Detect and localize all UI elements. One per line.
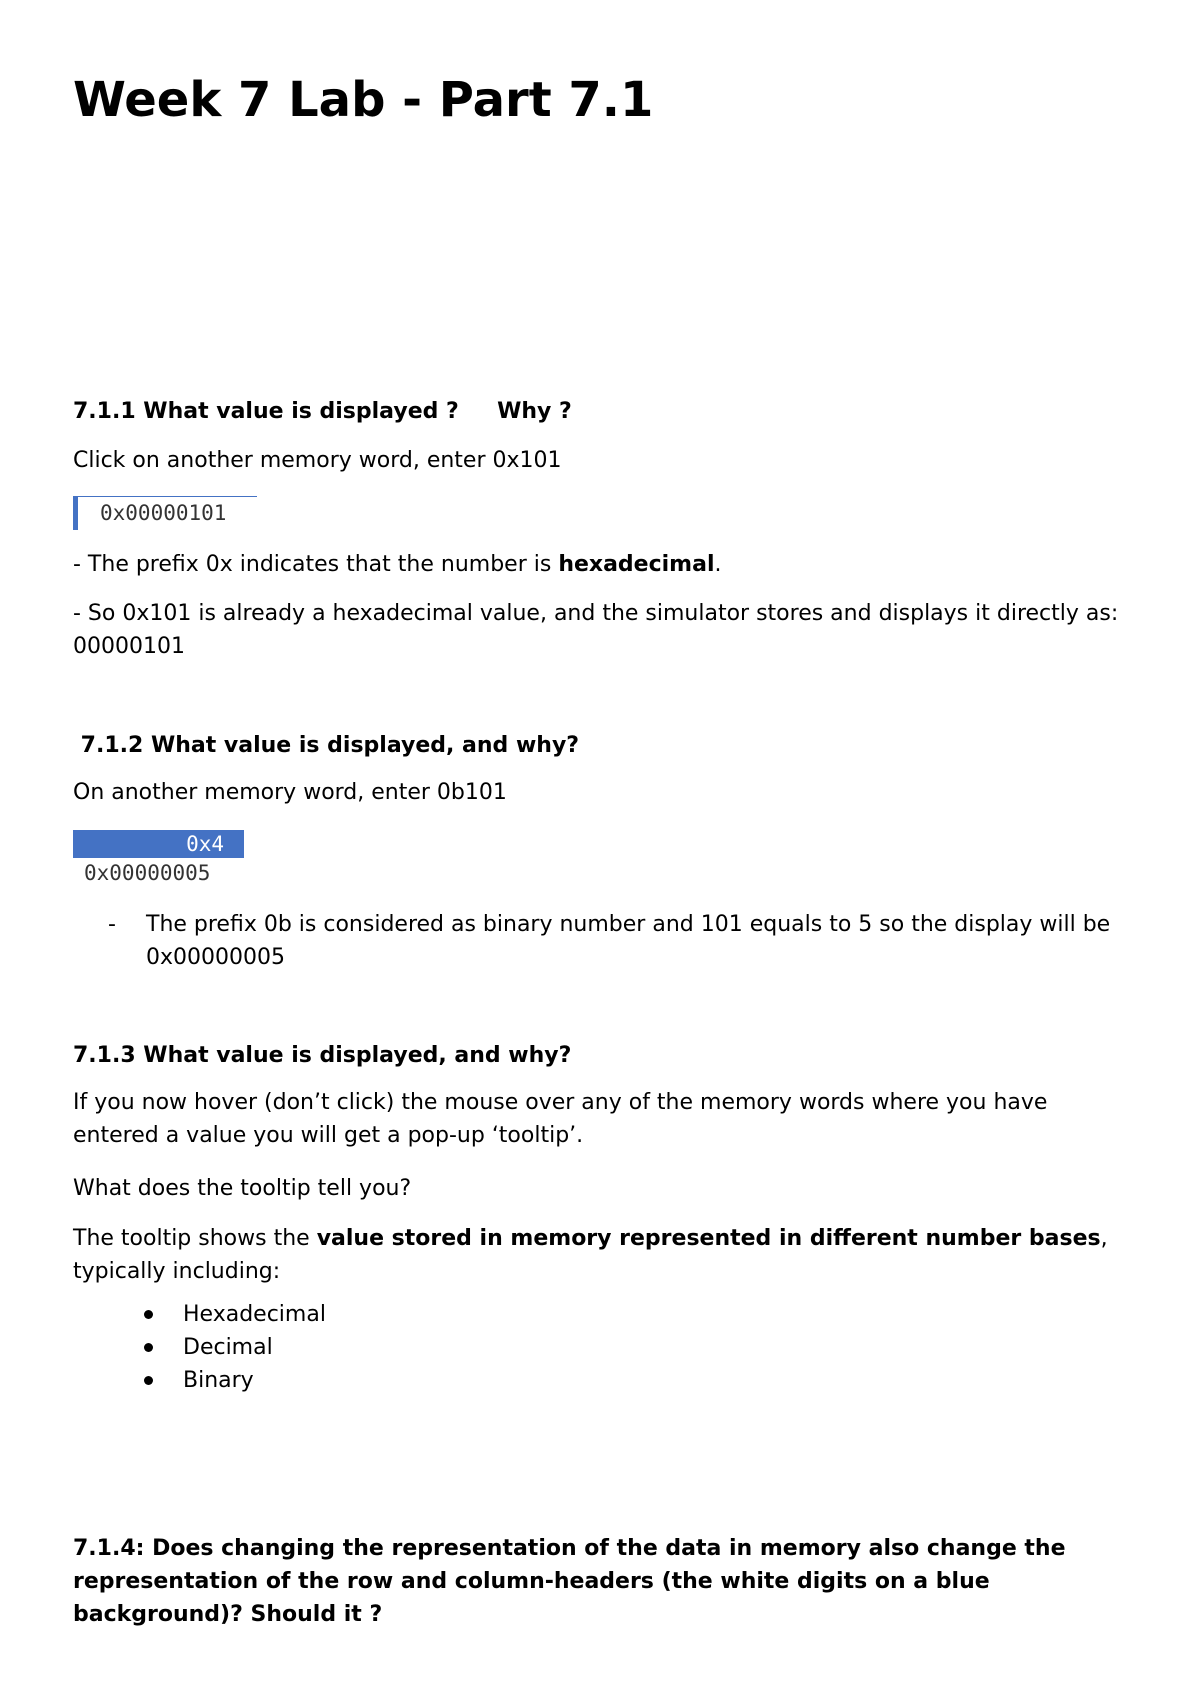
answer-bold-phrase: value stored in memory represented in different number bases — [316, 1226, 1101, 1251]
list-item — [140, 1331, 326, 1364]
question-7-1-3-prompt: What does the tooltip tell you? — [73, 1176, 412, 1201]
page-title: Week 7 Lab - Part 7.1 — [73, 72, 654, 128]
answer-bold-term: hexadecimal — [558, 552, 715, 577]
answer-7-1-3 — [73, 1222, 1148, 1288]
question-7-1-2-heading — [73, 730, 579, 762]
bullet-icon — [144, 1310, 153, 1319]
question-7-1-2-heading-text: 7.1.2 What value is displayed, and why? — [73, 733, 580, 758]
answer-7-1-1-point-1 — [73, 548, 1143, 581]
memory-word-cell: 0x00000101 — [73, 496, 257, 530]
list-item — [140, 1298, 326, 1331]
number-bases-list — [140, 1298, 326, 1397]
answer-7-1-2-list-item — [108, 908, 1148, 974]
answer-text: . — [714, 552, 722, 577]
list-item-label: Binary — [183, 1368, 254, 1393]
dash-marker: - — [108, 912, 116, 937]
question-7-1-1-heading — [73, 396, 572, 428]
memory-word-value: 0x00000005 — [84, 861, 211, 885]
question-7-1-3-instruction: If you now hover (don’t click) the mouse over any of the memory words where you have entered a value you will get a pop-up ‘tooltip’. — [73, 1090, 1048, 1148]
bullet-icon — [144, 1343, 153, 1352]
question-7-1-3-heading: 7.1.3 What value is displayed, and why? — [73, 1043, 572, 1068]
answer-text: The tooltip shows the — [73, 1226, 317, 1251]
memory-column-header: 0x4 — [73, 830, 244, 858]
answer-7-1-2-text: The prefix 0b is considered as binary number and 101 equals to 5 so the display will be 0x00000005 — [146, 912, 1111, 970]
list-item-label: Decimal — [183, 1335, 273, 1360]
list-item-label: Hexadecimal — [183, 1302, 326, 1327]
question-7-1-1-instruction: Click on another memory word, enter 0x101 — [73, 448, 562, 473]
question-7-1-2-instruction: On another memory word, enter 0b101 — [73, 780, 507, 805]
bullet-icon — [144, 1376, 153, 1385]
list-item — [140, 1364, 326, 1397]
question-7-1-1-heading-text: 7.1.1 What value is displayed ? Why ? — [73, 399, 572, 424]
question-7-1-4-heading: 7.1.4: Does changing the representation of the data in memory also change the representation of the row and column-headers (the white digits on a blue background)? Should it ? — [73, 1536, 1066, 1627]
answer-7-1-1-point-2: - So 0x101 is already a hexadecimal value, and the simulator stores and displays it directly as: 00000101 — [73, 601, 1119, 659]
answer-text: , typically including: — [73, 1226, 1108, 1284]
answer-text: - The prefix 0x indicates that the number is — [73, 552, 559, 577]
